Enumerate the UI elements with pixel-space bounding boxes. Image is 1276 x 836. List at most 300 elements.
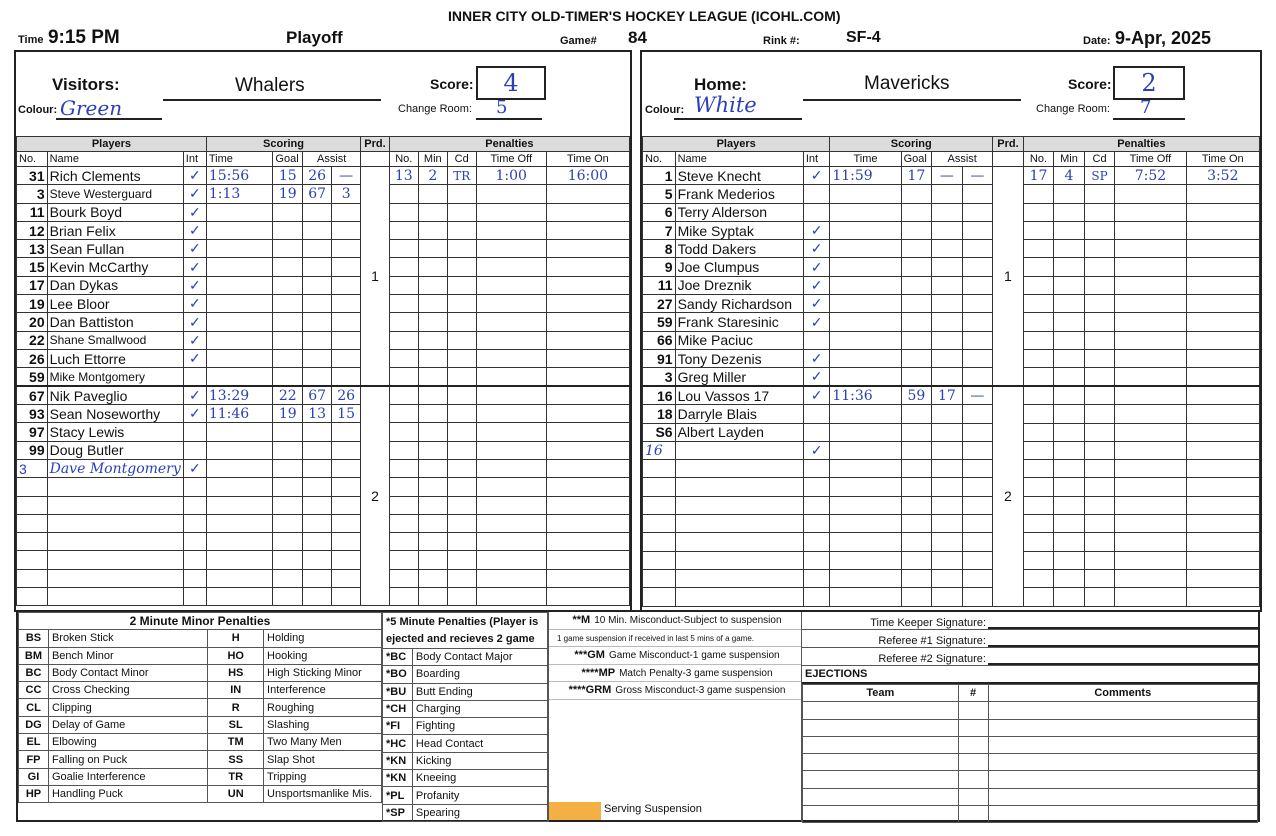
serving-label: Serving Suspension	[604, 803, 702, 815]
int-check	[803, 423, 829, 441]
penalty-number	[1023, 478, 1054, 496]
penalty-code	[1084, 496, 1115, 514]
int-check: ✓	[183, 405, 206, 423]
penalty-code: TR	[208, 768, 264, 785]
int-check	[183, 478, 206, 496]
goal-time	[206, 441, 273, 459]
int-check: ✓	[183, 295, 206, 313]
int-check	[803, 515, 829, 533]
goal-scorer	[273, 240, 303, 258]
penalty-code	[1084, 533, 1115, 551]
pen-no-header: No.	[1023, 152, 1054, 167]
penalty-code: *CH	[383, 700, 413, 717]
goal-time	[830, 313, 901, 331]
player-number	[643, 588, 676, 606]
goal-time	[830, 551, 901, 569]
assist-1: 17	[932, 386, 963, 405]
penalty-desc: Two Many Men	[264, 734, 382, 751]
penalty-minutes	[418, 551, 447, 569]
minor-penalty-row	[19, 630, 382, 647]
misconduct-code: **M	[572, 614, 591, 626]
player-row	[643, 533, 1260, 551]
assist-1	[303, 588, 332, 606]
penalty-number	[389, 441, 418, 459]
player-number: 91	[643, 349, 676, 367]
penalty-minutes	[418, 185, 447, 203]
penalty-time-on	[1186, 313, 1259, 331]
int-check: ✓	[803, 441, 829, 459]
penalty-number	[389, 588, 418, 606]
assist-2	[962, 588, 993, 606]
minor-penalty-row	[19, 699, 382, 716]
time-off-header: Time Off	[1115, 152, 1186, 167]
penalty-code	[447, 478, 476, 496]
assist-2	[962, 496, 993, 514]
player-name: Nik Paveglio	[47, 386, 183, 405]
penalty-code: *KN	[383, 752, 413, 769]
int-check	[183, 533, 206, 551]
penalty-time-on	[546, 203, 629, 221]
penalty-time-off	[1115, 185, 1186, 203]
assist-1	[932, 240, 963, 258]
assist-1	[303, 533, 332, 551]
penalty-code: *SP	[383, 804, 413, 821]
penalty-time-on	[546, 478, 629, 496]
penalty-number	[1023, 588, 1054, 606]
rink-label: Rink #:	[763, 35, 800, 47]
penalty-code	[1084, 368, 1115, 387]
player-name: Lee Bloor	[47, 295, 183, 313]
player-name: Bourk Boyd	[47, 203, 183, 221]
penalty-time-off	[476, 185, 546, 203]
goal-time	[206, 349, 273, 367]
assist-2	[962, 405, 993, 423]
penalty-time-on	[1186, 588, 1259, 606]
penalty-time-on	[546, 258, 629, 276]
goal-scorer	[273, 203, 303, 221]
penalty-minutes	[418, 295, 447, 313]
assist-2	[332, 221, 361, 239]
goal-scorer	[901, 258, 932, 276]
penalty-minutes	[1054, 551, 1085, 569]
penalty-time-on	[1186, 368, 1259, 387]
player-name: Dan Dykas	[47, 276, 183, 294]
assist-2	[962, 331, 993, 349]
minor-penalty-row	[19, 785, 382, 802]
penalty-code: BS	[19, 630, 49, 647]
goal-scorer: 19	[273, 405, 303, 423]
goal-time	[830, 240, 901, 258]
penalty-number	[1023, 405, 1054, 423]
prd-header: Prd.	[361, 137, 390, 152]
home-colour-line	[674, 118, 802, 120]
assist-2: —	[332, 167, 361, 185]
penalty-code	[447, 551, 476, 569]
int-check: ✓	[183, 203, 206, 221]
assist-2	[962, 441, 993, 459]
int-check	[803, 551, 829, 569]
player-row	[643, 276, 1260, 294]
penalty-minutes	[1054, 313, 1085, 331]
player-name: Steve Westerguard	[47, 185, 183, 203]
penalty-minutes	[1054, 203, 1085, 221]
goal-scorer	[273, 313, 303, 331]
penalty-desc: Boarding	[412, 666, 547, 683]
penalty-minutes	[1054, 405, 1085, 423]
pen-no-header: No.	[389, 152, 418, 167]
assist-2	[332, 313, 361, 331]
penalty-code	[1084, 258, 1115, 276]
penalty-desc: Charging	[412, 700, 547, 717]
penalty-number	[389, 478, 418, 496]
penalty-code	[1084, 478, 1115, 496]
penalty-code	[1084, 185, 1115, 203]
penalty-number	[389, 368, 418, 386]
goal-time	[830, 349, 901, 367]
assist-2	[332, 441, 361, 459]
penalty-desc: Falling on Puck	[48, 751, 207, 768]
penalty-desc: Body Contact Minor	[48, 664, 207, 681]
player-row	[17, 313, 630, 331]
penalty-number	[389, 569, 418, 587]
penalty-code	[447, 258, 476, 276]
penalty-time-off	[476, 459, 546, 477]
penalty-time-on	[1186, 569, 1259, 587]
major-penalties-table	[382, 612, 548, 822]
penalty-desc: High Sticking Minor	[264, 664, 382, 681]
home-label: Home:	[694, 75, 747, 94]
assist-2	[962, 349, 993, 367]
penalty-code: R	[208, 699, 264, 716]
penalty-code	[447, 533, 476, 551]
penalty-code: *FI	[383, 718, 413, 735]
player-row	[17, 386, 630, 405]
player-name: Darryle Blais	[675, 405, 803, 423]
int-check	[803, 405, 829, 423]
goal-scorer	[901, 588, 932, 606]
cd-header: Cd	[1084, 152, 1115, 167]
assist-2	[962, 515, 993, 533]
goal-time	[830, 423, 901, 441]
name-header: Name	[675, 152, 803, 167]
player-name: Joe Clumpus	[675, 258, 803, 276]
assist-1	[303, 441, 332, 459]
penalty-desc: Kneeing	[412, 770, 547, 787]
date-field	[1083, 28, 1211, 49]
penalty-time-on	[1186, 258, 1259, 276]
goal-time	[206, 496, 273, 514]
assist-1	[932, 331, 963, 349]
penalty-code	[447, 423, 476, 441]
player-row	[17, 276, 630, 294]
major-penalty-row	[383, 718, 548, 735]
penalty-minutes	[418, 423, 447, 441]
goal-time	[830, 203, 901, 221]
home-room-line	[1113, 118, 1185, 120]
player-name: Albert Layden	[675, 423, 803, 441]
penalty-time-off	[1115, 368, 1186, 387]
penalty-code	[447, 276, 476, 294]
goal-scorer	[273, 478, 303, 496]
penalty-code	[447, 386, 476, 405]
time-label: Time	[18, 34, 44, 46]
assist-1	[932, 460, 963, 478]
player-row	[17, 569, 630, 587]
assist-2	[962, 569, 993, 587]
penalty-time-off	[1115, 460, 1186, 478]
int-check	[803, 496, 829, 514]
penalty-time-on	[1186, 295, 1259, 313]
player-number: 17	[17, 276, 48, 294]
penalty-minutes	[418, 386, 447, 405]
min-header: Min	[418, 152, 447, 167]
goal-scorer	[273, 258, 303, 276]
player-name: Mike Syptak	[675, 221, 803, 239]
misconduct-panel	[548, 612, 802, 822]
penalty-minutes	[418, 588, 447, 606]
penalty-code	[447, 331, 476, 349]
player-name: Todd Dakers	[675, 240, 803, 258]
penalty-desc: Interference	[264, 682, 382, 699]
goal-time	[830, 515, 901, 533]
ejection-cell	[803, 754, 959, 771]
int-check	[803, 478, 829, 496]
goal-time	[206, 551, 273, 569]
int-check: ✓	[183, 258, 206, 276]
penalty-time-off	[1115, 349, 1186, 367]
penalty-code	[1084, 423, 1115, 441]
ejection-cell	[958, 754, 988, 771]
penalty-code	[447, 295, 476, 313]
penalty-time-on	[546, 386, 629, 405]
minor-penalties-table	[18, 612, 382, 803]
player-number: 26	[17, 349, 48, 367]
home-team-line	[803, 99, 1021, 101]
penalty-desc: Roughing	[264, 699, 382, 716]
player-name	[675, 460, 803, 478]
int-check: ✓	[183, 313, 206, 331]
misconduct-desc: Game Misconduct-1 game suspension	[608, 650, 780, 661]
goal-time	[830, 368, 901, 387]
player-row	[17, 533, 630, 551]
penalty-time-off	[1115, 588, 1186, 606]
assist-2	[332, 459, 361, 477]
player-number	[17, 551, 48, 569]
player-number	[17, 588, 48, 606]
major-penalty-row	[383, 752, 548, 769]
player-number: 16	[643, 386, 676, 405]
penalty-time-off	[1115, 313, 1186, 331]
penalty-code	[1084, 295, 1115, 313]
signature-row	[802, 612, 1258, 630]
penalty-time-on	[546, 405, 629, 423]
min-header: Min	[1054, 152, 1085, 167]
time-off-header: Time Off	[476, 152, 546, 167]
int-check: ✓	[803, 386, 829, 405]
penalty-time-on	[1186, 386, 1259, 405]
int-check: ✓	[183, 221, 206, 239]
penalty-code	[447, 441, 476, 459]
int-check	[803, 185, 829, 203]
penalty-minutes	[1054, 276, 1085, 294]
goal-scorer	[273, 459, 303, 477]
penalty-time-off	[476, 276, 546, 294]
penalty-desc: Handling Puck	[48, 785, 207, 802]
major-penalty-row	[383, 770, 548, 787]
assist-2: —	[962, 167, 993, 185]
penalty-minutes	[1054, 460, 1085, 478]
penalty-time-on: 16:00	[546, 167, 629, 185]
player-row	[643, 295, 1260, 313]
penalty-minutes	[1054, 496, 1085, 514]
penalty-code: UN	[208, 785, 264, 802]
player-name	[47, 588, 183, 606]
penalty-minutes	[1054, 368, 1085, 387]
goal-time	[830, 295, 901, 313]
int-check	[803, 569, 829, 587]
player-row	[643, 423, 1260, 441]
penalty-code	[447, 240, 476, 258]
goal-scorer	[901, 460, 932, 478]
penalty-time-on	[1186, 221, 1259, 239]
player-name: Rich Clements	[47, 167, 183, 185]
goal-time	[206, 423, 273, 441]
player-number: 99	[17, 441, 48, 459]
penalty-time-off	[476, 295, 546, 313]
penalty-code	[447, 313, 476, 331]
player-row	[643, 313, 1260, 331]
penalty-code: HO	[208, 647, 264, 664]
player-row	[17, 167, 630, 185]
player-name: Tony Dezenis	[675, 349, 803, 367]
player-row	[17, 459, 630, 477]
home-scoresheet	[642, 136, 1260, 607]
penalty-number	[1023, 240, 1054, 258]
misconduct-desc: Match Penalty-3 game suspension	[619, 667, 773, 679]
visitors-score-label: Score:	[430, 76, 474, 92]
rink-value: SF-4	[846, 29, 881, 46]
int-check	[183, 569, 206, 587]
visitors-colour: Green	[60, 96, 123, 120]
assist-1	[303, 240, 332, 258]
penalty-code: H	[208, 630, 264, 647]
assist-2	[332, 276, 361, 294]
player-name: Kevin McCarthy	[47, 258, 183, 276]
penalty-minutes	[418, 331, 447, 349]
assist-1	[303, 368, 332, 386]
player-number: 1	[643, 167, 676, 185]
penalty-time-on	[546, 588, 629, 606]
penalty-code	[1084, 460, 1115, 478]
penalty-time-off	[476, 258, 546, 276]
penalty-code: DG	[19, 716, 49, 733]
penalty-time-off	[476, 551, 546, 569]
penalty-time-off	[1115, 258, 1186, 276]
penalty-desc: Delay of Game	[48, 716, 207, 733]
penalty-time-on	[1186, 276, 1259, 294]
penalty-time-on	[546, 551, 629, 569]
player-name: Dave Montgomery	[47, 459, 183, 477]
penalty-number	[1023, 515, 1054, 533]
penalty-minutes	[418, 514, 447, 532]
game-number: 84	[628, 28, 647, 47]
game-type: Playoff	[286, 28, 343, 47]
int-check	[803, 203, 829, 221]
assist-2	[332, 496, 361, 514]
goal-time	[830, 405, 901, 423]
goal-scorer	[901, 569, 932, 587]
assist-2	[962, 423, 993, 441]
assist-1	[303, 459, 332, 477]
penalty-time-off	[1115, 478, 1186, 496]
ejection-row	[803, 702, 1258, 719]
penalty-time-off	[476, 423, 546, 441]
goal-header: Goal	[901, 152, 932, 167]
major-penalty-row	[383, 804, 548, 821]
player-row	[17, 295, 630, 313]
penalty-code	[447, 185, 476, 203]
ejection-cell	[958, 736, 988, 753]
player-name: Sean Noseworthy	[47, 405, 183, 423]
player-number: 16	[643, 441, 676, 459]
game-label: Game#	[560, 35, 597, 47]
penalty-desc: Hooking	[264, 647, 382, 664]
ejection-cell	[958, 788, 988, 805]
player-row	[17, 203, 630, 221]
goal-scorer: 19	[273, 185, 303, 203]
assist-1	[303, 221, 332, 239]
assist-2	[962, 313, 993, 331]
int-check: ✓	[803, 221, 829, 239]
penalty-time-on	[1186, 551, 1259, 569]
goal-scorer	[901, 349, 932, 367]
ejection-cell	[803, 806, 959, 823]
int-check	[183, 423, 206, 441]
misconduct-row	[549, 612, 801, 630]
player-row	[643, 551, 1260, 569]
ejection-cell	[803, 719, 959, 736]
penalty-minutes	[1054, 441, 1085, 459]
player-row	[643, 478, 1260, 496]
penalty-number	[1023, 221, 1054, 239]
penalty-minutes	[418, 221, 447, 239]
ejection-cell	[958, 719, 988, 736]
ejection-cell	[988, 806, 1257, 823]
goal-time	[830, 478, 901, 496]
assist-2	[332, 349, 361, 367]
player-row	[643, 221, 1260, 239]
int-header: Int	[183, 152, 206, 167]
penalty-minutes	[1054, 515, 1085, 533]
ejection-row	[803, 806, 1258, 823]
visitors-team-line	[163, 99, 381, 101]
player-number	[643, 533, 676, 551]
goal-scorer	[901, 276, 932, 294]
assist-1	[932, 313, 963, 331]
penalty-number	[389, 386, 418, 405]
penalty-desc: Unsportsmanlike Mis.	[264, 785, 382, 802]
penalty-code	[447, 349, 476, 367]
goal-time	[830, 258, 901, 276]
penalty-number	[1023, 386, 1054, 405]
player-name	[675, 551, 803, 569]
penalty-minutes: 4	[1054, 167, 1085, 185]
goal-scorer	[273, 514, 303, 532]
penalty-code	[447, 203, 476, 221]
penalty-time-off	[1115, 515, 1186, 533]
penalty-code	[1084, 569, 1115, 587]
penalty-number	[389, 423, 418, 441]
